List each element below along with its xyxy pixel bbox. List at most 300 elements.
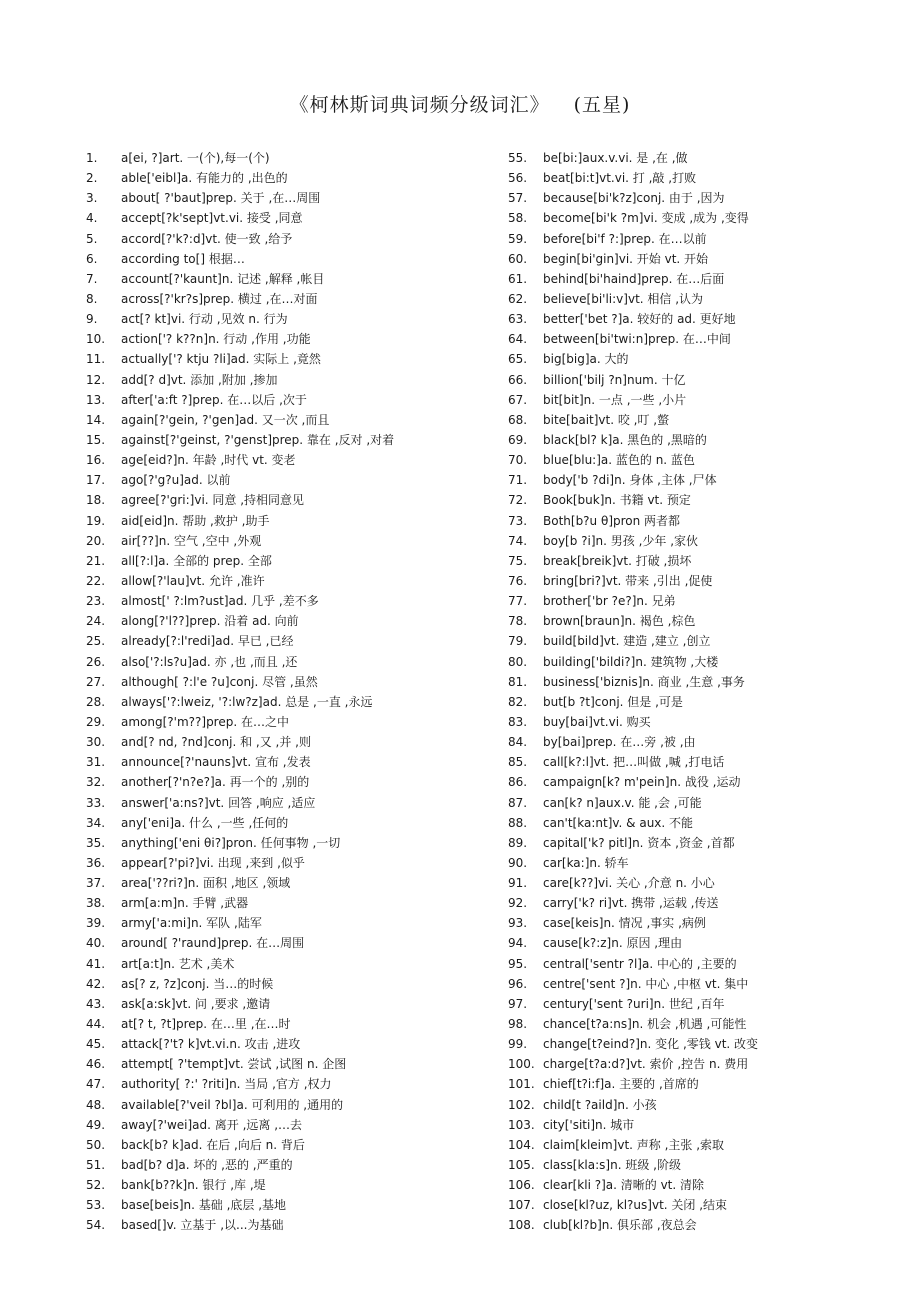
entry-number: 48. xyxy=(86,1097,106,1112)
entry-text: always['?:lweiz, '?:lw?z]ad. 总是 ,一直 ,永远 xyxy=(121,694,373,709)
entry-number: 2. xyxy=(86,171,98,186)
title-main: 《柯林斯词典词频分级词汇》 xyxy=(289,94,550,116)
entry-text: bad[b? d]a. 坏的 ,恶的 ,严重的 xyxy=(121,1158,293,1173)
entry-number: 59. xyxy=(508,231,528,246)
entry-text: century['sent ?uri]n. 世纪 ,百年 xyxy=(543,996,725,1011)
entry-text: care[k??]vi. 关心 ,介意 n. 小心 xyxy=(543,876,715,891)
entry-number: 76. xyxy=(508,573,528,588)
entry-text: business['biznis]n. 商业 ,生意 ,事务 xyxy=(543,674,745,689)
entry-number: 7. xyxy=(86,271,98,286)
word-entry xyxy=(508,652,898,672)
word-entry xyxy=(508,752,898,772)
word-entry xyxy=(508,712,898,732)
word-entry xyxy=(86,1135,476,1155)
entry-number: 66. xyxy=(508,372,528,387)
entry-text: buy[bai]vt.vi. 购买 xyxy=(543,714,651,729)
word-entry xyxy=(86,551,476,571)
word-entry xyxy=(508,168,898,188)
entry-text: available[?'veil ?bl]a. 可利用的 ,通用的 xyxy=(121,1097,344,1112)
word-entry xyxy=(86,1095,476,1115)
entry-number: 8. xyxy=(86,291,98,306)
entry-number: 86. xyxy=(508,775,528,790)
entry-number: 60. xyxy=(508,251,528,266)
word-entry xyxy=(508,692,898,712)
word-entry xyxy=(508,390,898,410)
word-entry xyxy=(508,490,898,510)
entry-number: 11. xyxy=(86,352,106,367)
entry-number: 95. xyxy=(508,956,528,971)
word-entry xyxy=(86,591,476,611)
entry-number: 77. xyxy=(508,594,528,609)
entry-text: across[?'kr?s]prep. 横过 ,在…对面 xyxy=(121,291,318,306)
word-entry xyxy=(508,249,898,269)
entry-text: chance[t?a:ns]n. 机会 ,机遇 ,可能性 xyxy=(543,1017,747,1032)
entry-number: 78. xyxy=(508,614,528,629)
entry-text: claim[kleim]vt. 声称 ,主张 ,索取 xyxy=(543,1137,725,1152)
word-entry xyxy=(86,611,476,631)
word-entry xyxy=(86,1195,476,1215)
entry-text: actually['? ktju ?li]ad. 实际上 ,竟然 xyxy=(121,352,321,367)
entry-number: 6. xyxy=(86,251,98,266)
entry-text: close[kl?uz, kl?us]vt. 关闭 ,结束 xyxy=(543,1198,728,1213)
entry-text: carry['k? ri]vt. 携带 ,运载 ,传送 xyxy=(543,896,719,911)
entry-number: 79. xyxy=(508,634,528,649)
word-entry xyxy=(508,289,898,309)
entry-text: at[? t, ?t]prep. 在…里 ,在…时 xyxy=(121,1017,291,1032)
word-entry xyxy=(86,229,476,249)
entry-number: 4. xyxy=(86,211,98,226)
entry-number: 16. xyxy=(86,453,106,468)
entry-number: 46. xyxy=(86,1057,106,1072)
entry-text: body['b ?di]n. 身体 ,主体 ,尸体 xyxy=(543,473,717,488)
page-title xyxy=(0,90,920,117)
word-entry xyxy=(508,470,898,490)
word-entry xyxy=(86,430,476,450)
word-entry xyxy=(86,974,476,994)
entry-number: 42. xyxy=(86,976,106,991)
entry-text: attempt[ ?'tempt]vt. 尝试 ,试图 n. 企图 xyxy=(121,1057,347,1072)
entry-text: bite[bait]vt. 咬 ,叮 ,螫 xyxy=(543,412,670,427)
entry-number: 88. xyxy=(508,815,528,830)
entry-number: 91. xyxy=(508,876,528,891)
word-entry xyxy=(508,410,898,430)
word-entry xyxy=(86,1215,476,1235)
entry-text: better['bet ?]a. 较好的 ad. 更好地 xyxy=(543,312,736,327)
entry-number: 105. xyxy=(508,1158,535,1173)
entry-text: art[a:t]n. 艺术 ,美术 xyxy=(121,956,235,971)
word-entry xyxy=(508,1195,898,1215)
word-entry xyxy=(86,390,476,410)
entry-number: 9. xyxy=(86,312,98,327)
entry-number: 1. xyxy=(86,151,98,165)
entry-number: 45. xyxy=(86,1037,106,1052)
word-entry xyxy=(86,1155,476,1175)
word-entry xyxy=(508,913,898,933)
entry-number: 87. xyxy=(508,795,528,810)
word-entry xyxy=(508,732,898,752)
entry-number: 63. xyxy=(508,312,528,327)
entry-number: 85. xyxy=(508,755,528,770)
word-entry xyxy=(86,168,476,188)
word-entry xyxy=(86,309,476,329)
word-entry xyxy=(86,933,476,953)
entry-text: bit[bit]n. 一点 ,一些 ,小片 xyxy=(543,392,687,407)
entry-number: 104. xyxy=(508,1137,535,1152)
word-entry xyxy=(508,611,898,631)
entry-number: 40. xyxy=(86,936,106,951)
entry-text: as[? z, ?z]conj. 当…的时候 xyxy=(121,976,274,991)
entry-text: begin[bi'gin]vi. 开始 vt. 开始 xyxy=(543,251,709,266)
entry-number: 73. xyxy=(508,513,528,528)
entry-text: class[kla:s]n. 班级 ,阶级 xyxy=(543,1158,681,1173)
entry-text: city['siti]n. 城市 xyxy=(543,1117,635,1132)
word-entry xyxy=(508,1074,898,1094)
word-entry xyxy=(508,450,898,470)
entry-number: 84. xyxy=(508,735,528,750)
entry-number: 55. xyxy=(508,151,528,165)
entry-text: centre['sent ?]n. 中心 ,中枢 vt. 集中 xyxy=(543,976,749,991)
word-entry xyxy=(508,893,898,913)
word-entry xyxy=(86,329,476,349)
entry-number: 23. xyxy=(86,594,106,609)
entry-text: club[kl?b]n. 俱乐部 ,夜总会 xyxy=(543,1218,697,1233)
entry-text: another[?'n?e?]a. 再一个的 ,别的 xyxy=(121,775,310,790)
entry-number: 13. xyxy=(86,392,106,407)
entry-text: can[k? n]aux.v. 能 ,会 ,可能 xyxy=(543,795,702,810)
word-entry xyxy=(508,269,898,289)
entry-text: billion['bilj ?n]num. 十亿 xyxy=(543,372,686,387)
entry-number: 54. xyxy=(86,1218,106,1233)
entry-number: 26. xyxy=(86,654,106,669)
entry-text: can't[ka:nt]v. & aux. 不能 xyxy=(543,815,694,830)
word-entry xyxy=(508,511,898,531)
entry-text: aid[eid]n. 帮助 ,救护 ,助手 xyxy=(121,513,270,528)
entry-text: agree[?'gri:]vi. 同意 ,持相同意见 xyxy=(121,493,305,508)
word-entry xyxy=(86,833,476,853)
entry-number: 72. xyxy=(508,493,528,508)
entry-text: building['bildi?]n. 建筑物 ,大楼 xyxy=(543,654,719,669)
entry-number: 29. xyxy=(86,714,106,729)
word-entry xyxy=(508,551,898,571)
entry-number: 74. xyxy=(508,533,528,548)
entry-number: 50. xyxy=(86,1137,106,1152)
entry-text: Book[buk]n. 书籍 vt. 预定 xyxy=(543,493,691,508)
word-entry xyxy=(86,652,476,672)
word-entry xyxy=(86,672,476,692)
word-entry xyxy=(508,229,898,249)
entry-number: 68. xyxy=(508,412,528,427)
entry-text: brother['br ?e?]n. 兄弟 xyxy=(543,594,676,609)
entry-text: action['? k??n]n. 行动 ,作用 ,功能 xyxy=(121,332,311,347)
entry-number: 5. xyxy=(86,231,98,246)
entry-text: a[ei, ?]art. 一(个),每一(个) xyxy=(121,151,270,165)
entry-number: 103. xyxy=(508,1117,535,1132)
entry-number: 102. xyxy=(508,1097,535,1112)
entry-number: 43. xyxy=(86,996,106,1011)
entry-number: 35. xyxy=(86,835,106,850)
entry-text: again[?'gein, ?'gen]ad. 又一次 ,而且 xyxy=(121,412,330,427)
entry-text: back[b? k]ad. 在后 ,向后 n. 背后 xyxy=(121,1137,305,1152)
entry-text: act[? kt]vi. 行动 ,见效 n. 行为 xyxy=(121,312,288,327)
entry-text: authority[ ?:' ?riti]n. 当局 ,官方 ,权力 xyxy=(121,1077,332,1092)
word-entry xyxy=(508,1034,898,1054)
word-entry xyxy=(86,490,476,510)
word-entry xyxy=(86,893,476,913)
entry-text: brown[braun]n. 褐色 ,棕色 xyxy=(543,614,696,629)
word-entry xyxy=(86,692,476,712)
entry-text: appear[?'pi?]vi. 出现 ,来到 ,似乎 xyxy=(121,855,305,870)
entry-number: 82. xyxy=(508,694,528,709)
entry-number: 57. xyxy=(508,191,528,206)
word-entry xyxy=(86,249,476,269)
entry-number: 70. xyxy=(508,453,528,468)
entry-text: become[bi'k ?m]vi. 变成 ,成为 ,变得 xyxy=(543,211,749,226)
entry-text: cause[k?:z]n. 原因 ,理由 xyxy=(543,936,683,951)
entry-number: 31. xyxy=(86,755,106,770)
word-entry xyxy=(86,370,476,390)
entry-text: allow[?'lau]vt. 允许 ,准许 xyxy=(121,573,265,588)
word-entry xyxy=(86,752,476,772)
entry-text: blue[blu:]a. 蓝色的 n. 蓝色 xyxy=(543,453,695,468)
entry-text: among[?'m??]prep. 在…之中 xyxy=(121,714,289,729)
word-entry xyxy=(508,188,898,208)
word-entry xyxy=(86,853,476,873)
entry-text: base[beis]n. 基础 ,底层 ,基地 xyxy=(121,1198,287,1213)
entry-number: 93. xyxy=(508,916,528,931)
word-entry xyxy=(508,873,898,893)
word-entry xyxy=(508,309,898,329)
word-entry xyxy=(86,148,476,168)
entry-text: between[bi'twi:n]prep. 在…中间 xyxy=(543,332,731,347)
word-entry xyxy=(508,631,898,651)
word-entry xyxy=(86,349,476,369)
entry-number: 21. xyxy=(86,553,106,568)
entry-number: 14. xyxy=(86,412,106,427)
entry-number: 64. xyxy=(508,332,528,347)
entry-number: 53. xyxy=(86,1198,106,1213)
word-entry xyxy=(508,853,898,873)
word-entry xyxy=(508,672,898,692)
entry-text: case[keis]n. 情况 ,事实 ,病例 xyxy=(543,916,706,931)
entry-number: 108. xyxy=(508,1218,535,1233)
entry-number: 100. xyxy=(508,1057,535,1072)
word-entry xyxy=(508,1014,898,1034)
word-entry xyxy=(86,208,476,228)
entry-number: 94. xyxy=(508,936,528,951)
entry-number: 96. xyxy=(508,976,528,991)
entry-number: 32. xyxy=(86,775,106,790)
entry-number: 25. xyxy=(86,634,106,649)
entry-number: 15. xyxy=(86,432,106,447)
entry-text: based[]v. 立基于 ,以...为基础 xyxy=(121,1218,284,1233)
entry-text: break[breik]vt. 打破 ,损坏 xyxy=(543,553,692,568)
entry-text: air[??]n. 空气 ,空中 ,外观 xyxy=(121,533,262,548)
word-entry xyxy=(508,994,898,1014)
entry-text: add[? d]vt. 添加 ,附加 ,掺加 xyxy=(121,372,278,387)
word-entry xyxy=(508,531,898,551)
entry-number: 106. xyxy=(508,1178,535,1193)
entry-number: 65. xyxy=(508,352,528,367)
word-entry xyxy=(86,289,476,309)
word-entry xyxy=(86,571,476,591)
word-entry xyxy=(508,591,898,611)
entry-text: capital['k? pitl]n. 资本 ,资金 ,首都 xyxy=(543,835,735,850)
entry-number: 107. xyxy=(508,1198,535,1213)
word-entry xyxy=(508,1135,898,1155)
entry-text: although[ ?:l'e ?u]conj. 尽管 ,虽然 xyxy=(121,674,318,689)
entry-text: against[?'geinst, ?'genst]prep. 靠在 ,反对 ,对着 xyxy=(121,432,395,447)
word-entry xyxy=(86,531,476,551)
entry-number: 19. xyxy=(86,513,106,528)
entry-number: 17. xyxy=(86,473,106,488)
entry-text: by[bai]prep. 在…旁 ,被 ,由 xyxy=(543,735,696,750)
entry-number: 89. xyxy=(508,835,528,850)
entry-number: 75. xyxy=(508,553,528,568)
entry-number: 33. xyxy=(86,795,106,810)
entry-text: almost[' ?:lm?ust]ad. 几乎 ,差不多 xyxy=(121,594,319,609)
word-entry xyxy=(508,974,898,994)
entry-text: accept[?k'sept]vt.vi. 接受 ,同意 xyxy=(121,211,303,226)
word-entry xyxy=(86,712,476,732)
entry-text: be[bi:]aux.v.vi. 是 ,在 ,做 xyxy=(543,151,688,165)
entry-text: child[t ?aild]n. 小孩 xyxy=(543,1097,657,1112)
entry-number: 37. xyxy=(86,876,106,891)
entry-number: 20. xyxy=(86,533,106,548)
entry-number: 34. xyxy=(86,815,106,830)
entry-text: able['eibl]a. 有能力的 ,出色的 xyxy=(121,171,288,186)
entry-text: call[k?:l]vt. 把…叫做 ,喊 ,打电话 xyxy=(543,755,725,770)
entry-number: 97. xyxy=(508,996,528,1011)
entry-text: according to[] 根据… xyxy=(121,251,245,266)
entry-text: believe[bi'li:v]vt. 相信 ,认为 xyxy=(543,291,704,306)
word-entry xyxy=(86,793,476,813)
entry-text: answer['a:ns?]vt. 回答 ,响应 ,适应 xyxy=(121,795,316,810)
entry-text: ago[?'g?u]ad. 以前 xyxy=(121,473,231,488)
entry-text: after['a:ft ?]prep. 在…以后 ,次于 xyxy=(121,392,307,407)
word-entry xyxy=(508,1115,898,1135)
entry-number: 36. xyxy=(86,855,106,870)
entry-number: 28. xyxy=(86,694,106,709)
entry-number: 51. xyxy=(86,1158,106,1173)
entry-text: boy[b ?i]n. 男孩 ,少年 ,家伙 xyxy=(543,533,699,548)
entry-text: army['a:mi]n. 军队 ,陆军 xyxy=(121,916,262,931)
word-entry xyxy=(86,450,476,470)
entry-text: along[?'l??]prep. 沿着 ad. 向前 xyxy=(121,614,299,629)
word-entry xyxy=(86,913,476,933)
word-entry xyxy=(86,1034,476,1054)
entry-text: all[?:l]a. 全部的 prep. 全部 xyxy=(121,553,272,568)
word-entry xyxy=(86,269,476,289)
entry-number: 47. xyxy=(86,1077,106,1092)
word-entry xyxy=(508,370,898,390)
entry-text: black[bl? k]a. 黑色的 ,黑暗的 xyxy=(543,432,707,447)
word-entry xyxy=(508,208,898,228)
entry-text: car[ka:]n. 轿车 xyxy=(543,855,629,870)
entry-text: because[bi'k?z]conj. 由于 ,因为 xyxy=(543,191,725,206)
word-entry xyxy=(86,1014,476,1034)
entry-text: around[ ?'raund]prep. 在…周围 xyxy=(121,936,305,951)
word-entry xyxy=(508,349,898,369)
entry-text: accord[?'k?:d]vt. 使一致 ,给予 xyxy=(121,231,293,246)
word-entry xyxy=(508,793,898,813)
entry-number: 71. xyxy=(508,473,528,488)
entry-text: any['eni]a. 什么 ,一些 ,任何的 xyxy=(121,815,289,830)
entry-number: 58. xyxy=(508,211,528,226)
word-entry xyxy=(86,954,476,974)
word-entry xyxy=(86,1074,476,1094)
entry-number: 39. xyxy=(86,916,106,931)
word-entry xyxy=(86,994,476,1014)
word-entry xyxy=(508,1095,898,1115)
entry-text: central['sentr ?l]a. 中心的 ,主要的 xyxy=(543,956,737,971)
entry-number: 3. xyxy=(86,191,98,206)
entry-text: beat[bi:t]vt.vi. 打 ,敲 ,打败 xyxy=(543,171,697,186)
word-entry xyxy=(86,511,476,531)
entry-number: 22. xyxy=(86,573,106,588)
entry-text: bank[b??k]n. 银行 ,库 ,堤 xyxy=(121,1178,266,1193)
word-entry xyxy=(86,1054,476,1074)
entry-number: 98. xyxy=(508,1017,528,1032)
entry-number: 80. xyxy=(508,654,528,669)
word-entry xyxy=(86,631,476,651)
word-entry xyxy=(86,1175,476,1195)
word-list-left-column xyxy=(86,148,476,1236)
entry-text: about[ ?'baut]prep. 关于 ,在…周围 xyxy=(121,191,321,206)
entry-text: campaign[k? m'pein]n. 战役 ,运动 xyxy=(543,775,741,790)
entry-text: bring[bri?]vt. 带来 ,引出 ,促使 xyxy=(543,573,713,588)
word-list-right-column xyxy=(508,148,898,1236)
entry-text: before[bi'f ?:]prep. 在…以前 xyxy=(543,231,707,246)
entry-number: 67. xyxy=(508,392,528,407)
word-entry xyxy=(508,1054,898,1074)
entry-text: big[big]a. 大的 xyxy=(543,352,629,367)
word-entry xyxy=(86,188,476,208)
entry-number: 83. xyxy=(508,714,528,729)
entry-number: 12. xyxy=(86,372,106,387)
entry-text: chief[t?i:f]a. 主要的 ,首席的 xyxy=(543,1077,699,1092)
word-entry xyxy=(86,772,476,792)
entry-text: and[? nd, ?nd]conj. 和 ,又 ,并 ,则 xyxy=(121,735,311,750)
word-entry xyxy=(508,813,898,833)
word-entry xyxy=(86,1115,476,1135)
word-entry xyxy=(508,933,898,953)
entry-number: 41. xyxy=(86,956,106,971)
entry-text: clear[kli ?]a. 清晰的 vt. 清除 xyxy=(543,1178,704,1193)
entry-text: age[eid?]n. 年龄 ,时代 vt. 变老 xyxy=(121,453,296,468)
word-entry xyxy=(86,873,476,893)
word-entry xyxy=(508,1215,898,1235)
entry-number: 52. xyxy=(86,1178,106,1193)
word-entry xyxy=(508,148,898,168)
entry-number: 62. xyxy=(508,291,528,306)
entry-text: announce[?'nauns]vt. 宣布 ,发表 xyxy=(121,755,311,770)
entry-text: Both[b?u θ]pron 两者都 xyxy=(543,513,681,528)
word-entry xyxy=(508,833,898,853)
entry-number: 92. xyxy=(508,896,528,911)
title-level: (五星) xyxy=(573,94,631,116)
entry-text: away[?'wei]ad. 离开 ,远离 ,…去 xyxy=(121,1117,303,1132)
entry-number: 61. xyxy=(508,271,528,286)
entry-text: account[?'kaunt]n. 记述 ,解释 ,帐目 xyxy=(121,271,325,286)
word-entry xyxy=(508,772,898,792)
word-entry xyxy=(508,329,898,349)
word-entry xyxy=(508,1175,898,1195)
entry-text: also['?:ls?u]ad. 亦 ,也 ,而且 ,还 xyxy=(121,654,298,669)
entry-number: 56. xyxy=(508,171,528,186)
entry-number: 44. xyxy=(86,1017,106,1032)
word-entry xyxy=(86,410,476,430)
entry-text: charge[t?a:d?]vt. 索价 ,控告 n. 费用 xyxy=(543,1057,749,1072)
